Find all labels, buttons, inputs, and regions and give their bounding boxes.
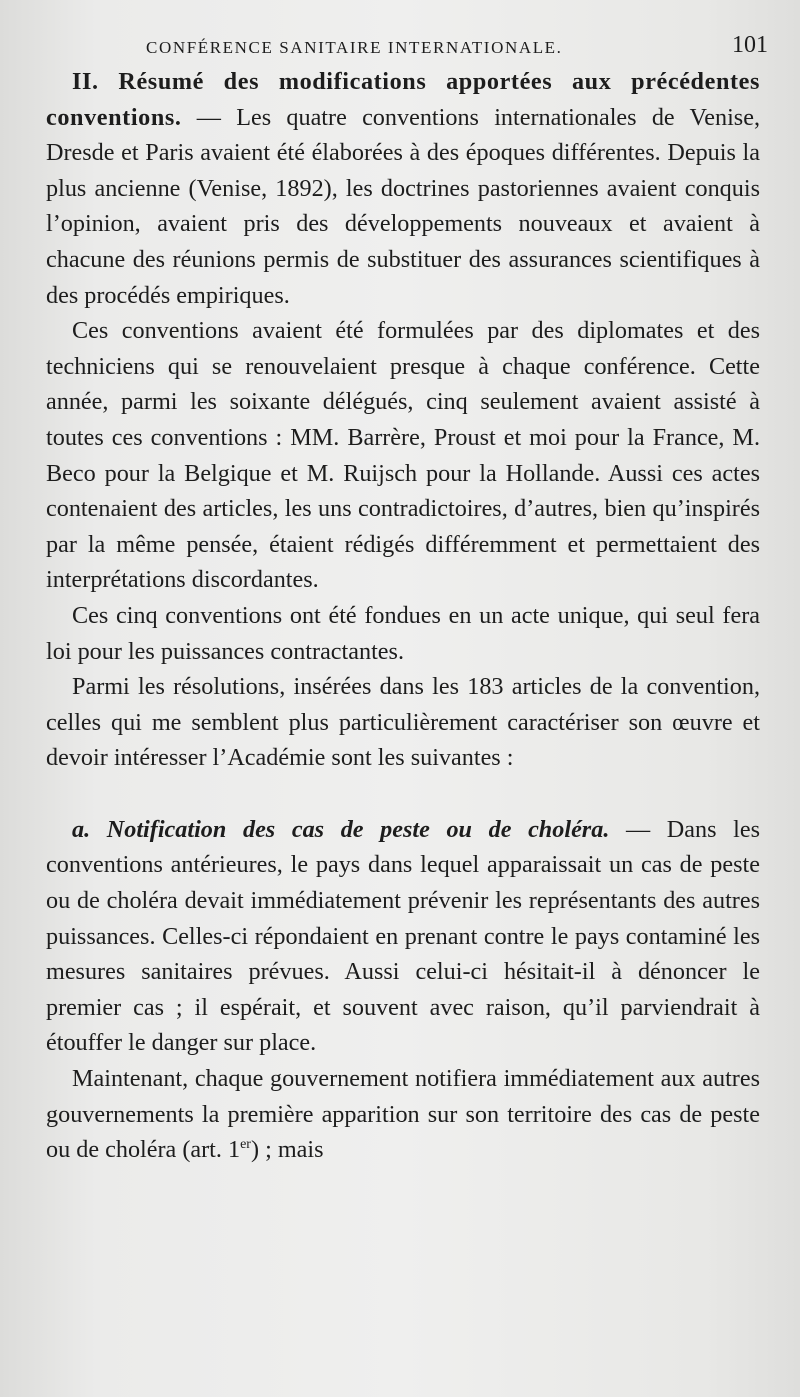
paragraph-notification bbox=[46, 1061, 760, 1168]
section-spacer bbox=[46, 776, 760, 812]
paragraph-section-a-intro bbox=[46, 812, 760, 1061]
paragraph: Ces conventions avaient été formulées par des diplomates et des techniciens qui se renouvelaient presque à chaque conférence. Cette année, parmi les soixante délégués, cinq seulement avaient assisté à toutes ces conventions : MM. Barrère, Proust et moi pour la France, M. Beco pour la Belgique et M. Ruijsch pour la Hollande. Aussi ces actes contenaient des articles, les uns contradictoires, d’autres, bien qu’inspirés par la même pensée, étaient rédigés différemment et permettaient des interprétations discordantes. bbox=[46, 317, 760, 594]
running-title: CONFÉRENCE SANITAIRE INTERNATIONALE. bbox=[146, 38, 563, 57]
paragraph: Parmi les résolutions, insérées dans les 183 articles de la convention, celles qui me semblent plus particulièrement caractériser son œuvre et devoir intéresser l’Académie sont les suivantes : bbox=[46, 673, 760, 772]
notification-text-end: ) ; mais bbox=[250, 1136, 324, 1164]
ordinal-superscript: er bbox=[240, 1137, 251, 1153]
section-heading-ii: II. Résumé des modifications apportées aux précédentes conventions. bbox=[46, 68, 760, 131]
section-ii-lead-text: — Les quatre conventions internationales de Venise, Dresde et Paris avaient été élaborées à des époques différentes. Depuis la plus ancienne (Venise, 1892), les doctrines pastoriennes avaient conquis l’opinion, avaient pris des développements nouveaux et avaient à chacune des réunions permis de substituer des assurances scientifiques à des procédés empiriques. bbox=[46, 103, 760, 309]
section-a-lead-text: — Dans les conventions antérieures, le pays dans lequel apparaissait un cas de peste ou de choléra devait immédiatement prévenir les représentants des autres puissances. Celles-ci répondaient en prenant contre le pays contaminé les mesures sanitaires prévues. Aussi celui-ci hésitait-il à dénoncer le premier cas ; il espérait, et souvent avec raison, qu’il parviendrait à étouffer le danger sur place. bbox=[46, 815, 760, 1057]
section-heading-a: a. Notification des cas de peste ou de choléra. bbox=[72, 815, 610, 843]
page-body bbox=[46, 64, 760, 1168]
paragraph: Ces cinq conventions ont été fondues en un acte unique, qui seul fera loi pour les puissances contractantes. bbox=[46, 601, 760, 665]
paragraph-section-ii-intro bbox=[46, 64, 760, 313]
notification-text: Maintenant, chaque gouvernement notifiera immédiatement aux autres gouvernements la première apparition sur son territoire des cas de peste ou de choléra (art. 1 bbox=[46, 1065, 760, 1164]
running-head bbox=[46, 30, 768, 64]
page-number: 101 bbox=[732, 32, 768, 58]
